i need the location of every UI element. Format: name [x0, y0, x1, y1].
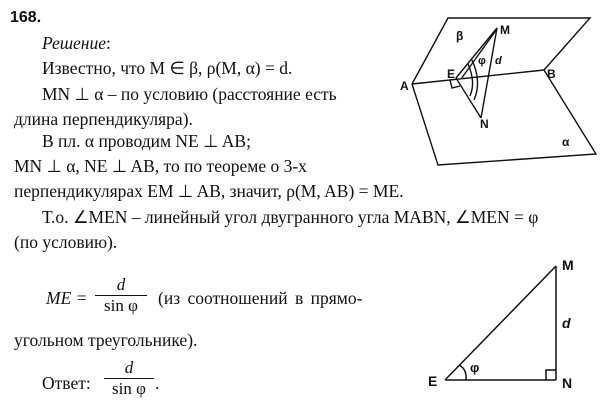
figure-triangle [445, 266, 556, 380]
answer-label: Ответ: [42, 373, 91, 393]
tri-angle-arc [459, 365, 466, 380]
solution-colon: : [106, 33, 111, 53]
text-line-8: (по условию). [14, 232, 118, 252]
text-line-4: В пл. α проводим NE ⊥ AB; [42, 131, 251, 151]
text-line-5: MN ⊥ α, NE ⊥ AB, то по теореме о 3-х [14, 156, 307, 176]
text-line-3: длина перпендикуляра). [14, 109, 193, 129]
formula-comment-cont: угольном треугольнике). [14, 330, 198, 350]
text-line-7: Т.о. ∠MEN – линейный угол двугранного угла MABN, ∠MEN = φ [42, 207, 539, 227]
fig1-label-e: E [447, 67, 456, 81]
fig1-label-beta: β [456, 29, 464, 43]
segment-mn [481, 28, 497, 118]
tri-right-angle [546, 370, 556, 380]
answer-denominator: sin φ [104, 378, 154, 399]
fig1-label-n: N [480, 117, 489, 131]
fig2-label-phi: φ [470, 360, 480, 375]
fig2-label-d: d [562, 315, 571, 331]
text-line-1: Известно, что M ∈ β, ρ(M, α) = d. [42, 58, 293, 78]
tri-em [445, 266, 556, 380]
text-line-2: MN ⊥ α – по условию (расстояние есть [42, 84, 337, 104]
fig1-label-d: d [495, 55, 502, 67]
text-line-6: перпендикулярах EM ⊥ AB, значит, ρ(M, AB) = ME. [14, 181, 404, 201]
fig1-label-m: M [500, 23, 510, 37]
solution-heading: Решение [42, 33, 107, 53]
fig1-label-b: B [547, 67, 556, 81]
fig1-label-phi: φ [478, 55, 486, 67]
formula-numerator: d [116, 275, 126, 294]
fig2-label-e: E [428, 373, 438, 389]
fig1-label-alpha: α [562, 135, 570, 149]
answer-end: . [155, 373, 160, 393]
formula-denominator: sin φ [95, 295, 147, 316]
formula-lhs: ME = [46, 288, 88, 308]
answer-numerator: d [124, 358, 134, 377]
plane-alpha [412, 70, 596, 165]
formula-comment: (из соотношений в прямо- [158, 288, 363, 308]
fig2-label-n: N [562, 375, 573, 391]
fig2-label-m: M [562, 257, 574, 273]
fig1-label-a: A [400, 79, 409, 93]
problem-number: 168. [10, 9, 42, 26]
